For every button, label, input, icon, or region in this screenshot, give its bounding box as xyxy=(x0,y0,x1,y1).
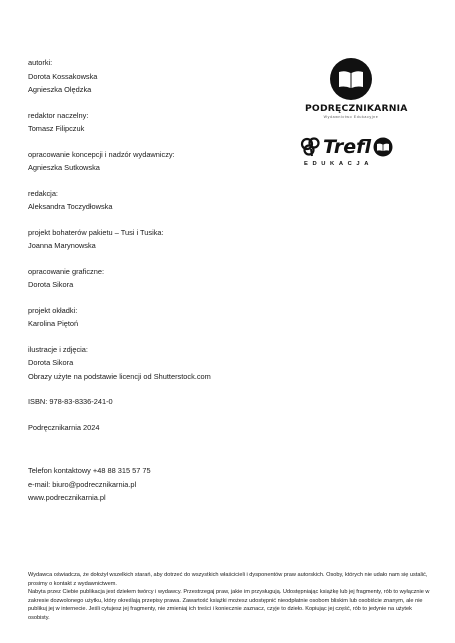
book-circle-small-icon xyxy=(373,137,393,157)
author-name: Agnieszka Olędzka xyxy=(28,85,92,94)
trefl-logo xyxy=(300,137,400,167)
podrecznikarnia-subtitle: Wydawnictwo Edukacyjne xyxy=(323,115,379,119)
podrecznikarnia-logo xyxy=(305,57,408,119)
contact-website: www.podrecznikarnia.pl xyxy=(28,493,106,502)
legal-paragraph: Wydawca oświadcza, że dołożył wszelkich starań, aby dotrzeć do wszystkich właścicieli i dysponentów praw autorskich. Osoby, których nie udało nam się ustalić, prosimy o kontakt z wydawnictwem. xyxy=(28,572,428,587)
graphics-section xyxy=(28,265,288,292)
clover-icon xyxy=(300,137,322,157)
credits-block xyxy=(28,56,288,517)
editing-section xyxy=(28,187,288,214)
author-name: Dorota Kossakowska xyxy=(28,71,98,81)
podrecznikarnia-name: PODRĘCZNIKARNIA xyxy=(305,103,408,114)
legal-paragraph: Nabyta przez Ciebie publikacja jest dziełem twórcy i wydawcy. Przestrzegaj praw, jakie im przysługują. Udostępniając książkę lub jej fragmenty, rób to wyłącznie w zakresie dozwolonego użytku, który określają przepisy prawa. Zawartość książki możesz udostępnić nieodpłatnie osobom bliskim lub osobiście znanym, ale nie publikuj jej w internecie. Jeśli cytujesz jej fragmenty, nie zmieniaj ich treści i koniecznie zaznacz, czyje to dzieło. Kopiując jej część, rób to jedynie na użytek osobisty. xyxy=(28,589,430,621)
illustrations-license: Obrazy użyte na podstawie licencji od Shutterstock.com xyxy=(28,371,211,381)
authors-label: autorki: xyxy=(28,58,53,67)
characters-label: projekt bohaterów pakietu – Tusi i Tusika: xyxy=(28,227,164,237)
concept-section xyxy=(28,148,288,175)
legal-notice xyxy=(28,571,431,623)
concept-label: opracowanie koncepcji i nadzór wydawniczy: xyxy=(28,149,175,159)
editor-section xyxy=(28,109,288,136)
isbn: ISBN: 978-83-8336-241-0 xyxy=(28,397,113,406)
book-circle-icon xyxy=(329,57,373,101)
graphics-name: Dorota Sikora xyxy=(28,280,74,289)
concept-name: Agnieszka Sutkowska xyxy=(28,163,100,172)
trefl-subtitle: EDUKACJA xyxy=(304,161,374,167)
illustrations-section xyxy=(28,343,288,384)
illustrations-name: Dorota Sikora xyxy=(28,358,74,367)
publisher-year: Podręcznikarnia 2024 xyxy=(28,422,100,432)
editing-name: Aleksandra Toczydłowska xyxy=(28,202,113,211)
characters-name: Joanna Marynowska xyxy=(28,241,96,250)
trefl-name: Trefl xyxy=(323,136,372,158)
editing-label: redakcja: xyxy=(28,188,58,198)
editor-name: Tomasz Filipczuk xyxy=(28,124,85,133)
editor-label: redaktor naczelny: xyxy=(28,110,89,120)
illustrations-label: ilustracje i zdjęcia: xyxy=(28,344,88,354)
isbn-section xyxy=(28,395,288,409)
characters-section xyxy=(28,226,288,253)
graphics-label: opracowanie graficzne: xyxy=(28,266,105,276)
cover-section xyxy=(28,304,288,331)
publisher-section xyxy=(28,421,288,435)
contact-phone: Telefon kontaktowy +48 88 315 57 75 xyxy=(28,466,151,475)
contact-email: e-mail: biuro@podrecznikarnia.pl xyxy=(28,479,137,489)
contact-section xyxy=(28,464,288,505)
cover-name: Karolina Piętoń xyxy=(28,319,79,328)
authors-section xyxy=(28,56,288,97)
cover-label: projekt okładki: xyxy=(28,305,78,315)
